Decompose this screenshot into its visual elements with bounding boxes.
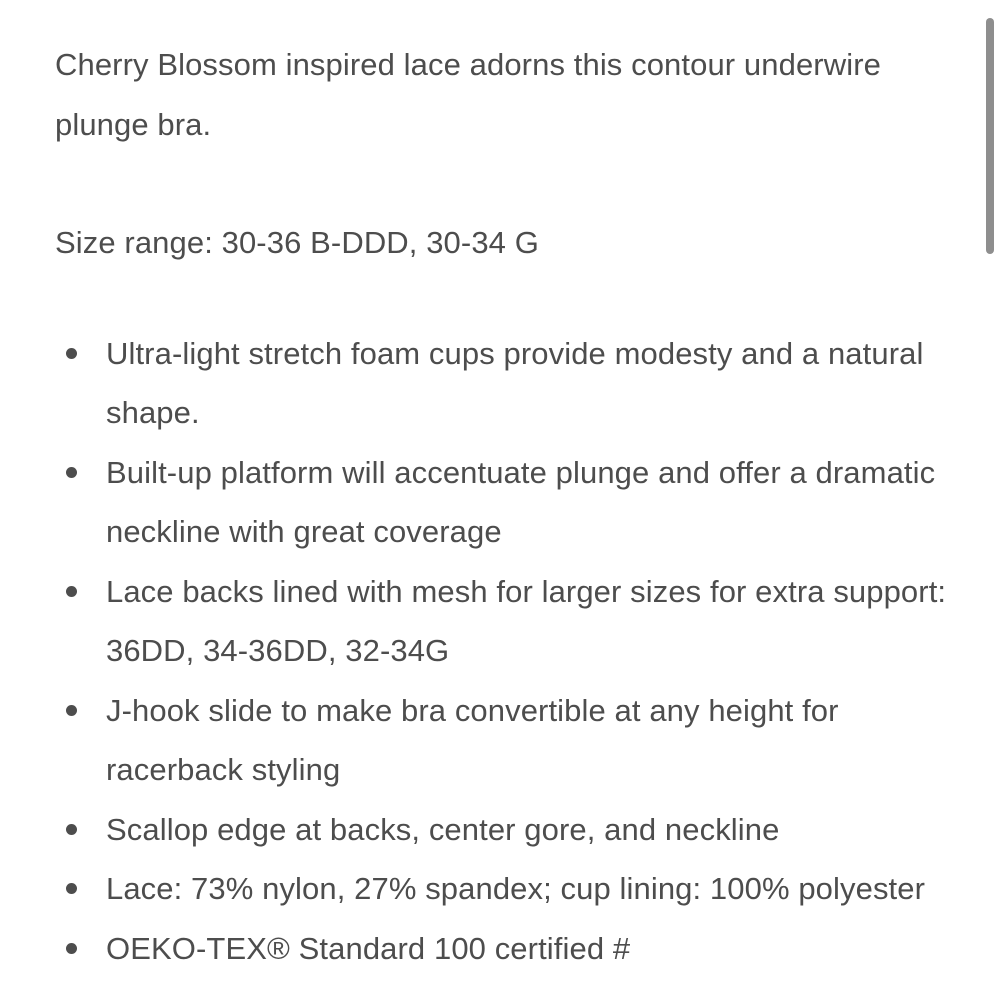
feature-text: Lace backs lined with mesh for larger sizes for extra support: 36DD, 34-36DD, 32-34G bbox=[106, 573, 947, 668]
feature-text: Lace: 73% nylon, 27% spandex; cup lining: 100% polyester bbox=[106, 871, 926, 906]
bullet-icon bbox=[66, 943, 77, 954]
feature-list bbox=[55, 324, 955, 979]
feature-text: Ultra-light stretch foam cups provide modesty and a natural shape. bbox=[106, 335, 924, 430]
bullet-icon bbox=[66, 586, 77, 597]
bullet-icon bbox=[66, 824, 77, 835]
feature-text: Scallop edge at backs, center gore, and neckline bbox=[106, 811, 780, 847]
list-item bbox=[55, 562, 955, 681]
bullet-icon bbox=[66, 883, 77, 894]
feature-text: OEKO-TEX® Standard 100 certified # bbox=[106, 930, 631, 966]
bullet-icon bbox=[66, 467, 77, 478]
feature-text: Built-up platform will accentuate plunge and offer a dramatic neckline with great coverage bbox=[106, 454, 936, 549]
intro-text: Cherry Blossom inspired lace adorns this contour underwire plunge bra. bbox=[55, 47, 881, 142]
list-item bbox=[55, 800, 955, 860]
product-description bbox=[55, 35, 955, 978]
list-item bbox=[55, 859, 955, 919]
bullet-icon bbox=[66, 705, 77, 716]
list-item bbox=[55, 919, 955, 979]
size-range-text: Size range: 30-36 B-DDD, 30-34 G bbox=[55, 225, 539, 260]
vertical-scrollbar[interactable] bbox=[980, 0, 1000, 1000]
scrollbar-thumb[interactable] bbox=[986, 18, 994, 254]
list-item bbox=[55, 443, 955, 562]
bullet-icon bbox=[66, 348, 77, 359]
feature-text: J-hook slide to make bra convertible at any height for racerback styling bbox=[106, 692, 839, 787]
list-item bbox=[55, 324, 955, 443]
list-item bbox=[55, 681, 955, 800]
